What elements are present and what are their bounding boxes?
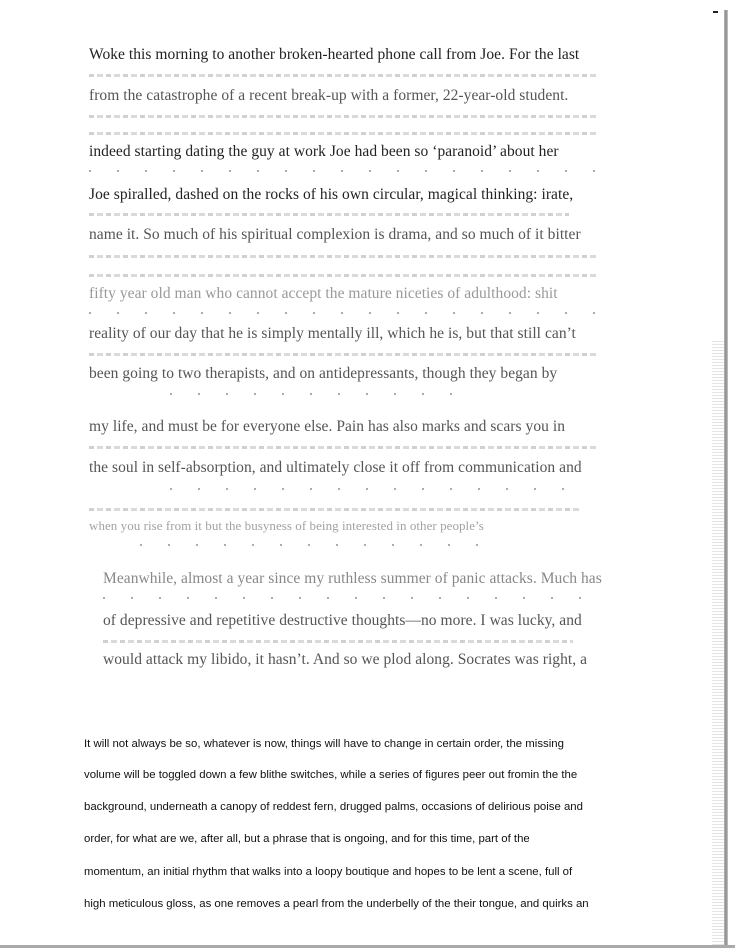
faded-line — [140, 544, 480, 546]
page-edge-right — [724, 10, 728, 945]
typed-line: volume will be toggled down a few blithe switches, while a series of figures peer out fromin the the — [84, 769, 578, 781]
scanned-line: when you rise from it but the busyness of being interested in other people’s — [89, 518, 484, 533]
typed-line: high meticulous gloss, as one removes a pearl from the underbelly of the their tongue, and quirks an — [84, 898, 589, 910]
faded-line — [89, 170, 599, 172]
faded-line — [89, 508, 579, 511]
page-edge-bottom — [0, 945, 735, 948]
typed-line: It will not always be so, whatever is now, things will have to change in certain order, the missing — [84, 738, 564, 750]
scanned-line: Woke this morning to another broken-hearted phone call from Joe. For the last — [89, 46, 580, 63]
faded-line — [103, 640, 573, 643]
scanned-line: name it. So much of his spiritual complexion is drama, and so much of it bitter — [89, 226, 581, 243]
faded-line — [103, 597, 583, 599]
scanned-line: Joe spiralled, dashed on the rocks of his own circular, magical thinking: irate, — [89, 186, 574, 203]
scan-shadow — [712, 340, 724, 945]
faded-line — [89, 74, 599, 77]
typed-line: background, underneath a canopy of reddest fern, drugged palms, occasions of delirious poise and — [84, 801, 583, 813]
faded-line — [89, 353, 599, 356]
faded-line — [89, 255, 599, 258]
scanned-line: of depressive and repetitive destructive thoughts—no more. I was lucky, and — [103, 612, 582, 629]
scan-mark — [713, 11, 718, 13]
scanned-line: the soul in self-absorption, and ultimately close it off from communication and — [89, 459, 582, 476]
faded-line — [89, 446, 599, 449]
scanned-line: indeed starting dating the guy at work Joe had been so ‘paranoid’ about her — [89, 143, 559, 160]
scanned-line: been going to two therapists, and on antidepressants, though they began by — [89, 365, 558, 382]
typed-line: order, for what are we, after all, but a phrase that is ongoing, and for this time, part of the — [84, 833, 530, 845]
faded-line — [89, 312, 599, 314]
faded-line — [89, 213, 569, 216]
faded-line — [89, 274, 599, 277]
faded-line — [170, 393, 470, 395]
scanned-line: fifty year old man who cannot accept the mature niceties of adulthood: shit — [89, 285, 558, 302]
typed-line: momentum, an initial rhythm that walks into a loopy boutique and hopes to be lent a scene, full of — [84, 866, 573, 878]
faded-line — [89, 132, 599, 135]
scanned-line: from the catastrophe of a recent break-up with a former, 22-year-old student. — [89, 87, 569, 104]
scanned-line: would attack my libido, it hasn’t. And so we plod along. Socrates was right, a — [103, 651, 588, 668]
scanned-line: my life, and must be for everyone else. Pain has also marks and scars you in — [89, 418, 565, 435]
scanned-line: Meanwhile, almost a year since my ruthless summer of panic attacks. Much has — [103, 570, 602, 587]
faded-line — [89, 115, 599, 118]
faded-line — [170, 488, 590, 490]
scanned-line: reality of our day that he is simply mentally ill, which he is, but that still can’t — [89, 325, 576, 342]
